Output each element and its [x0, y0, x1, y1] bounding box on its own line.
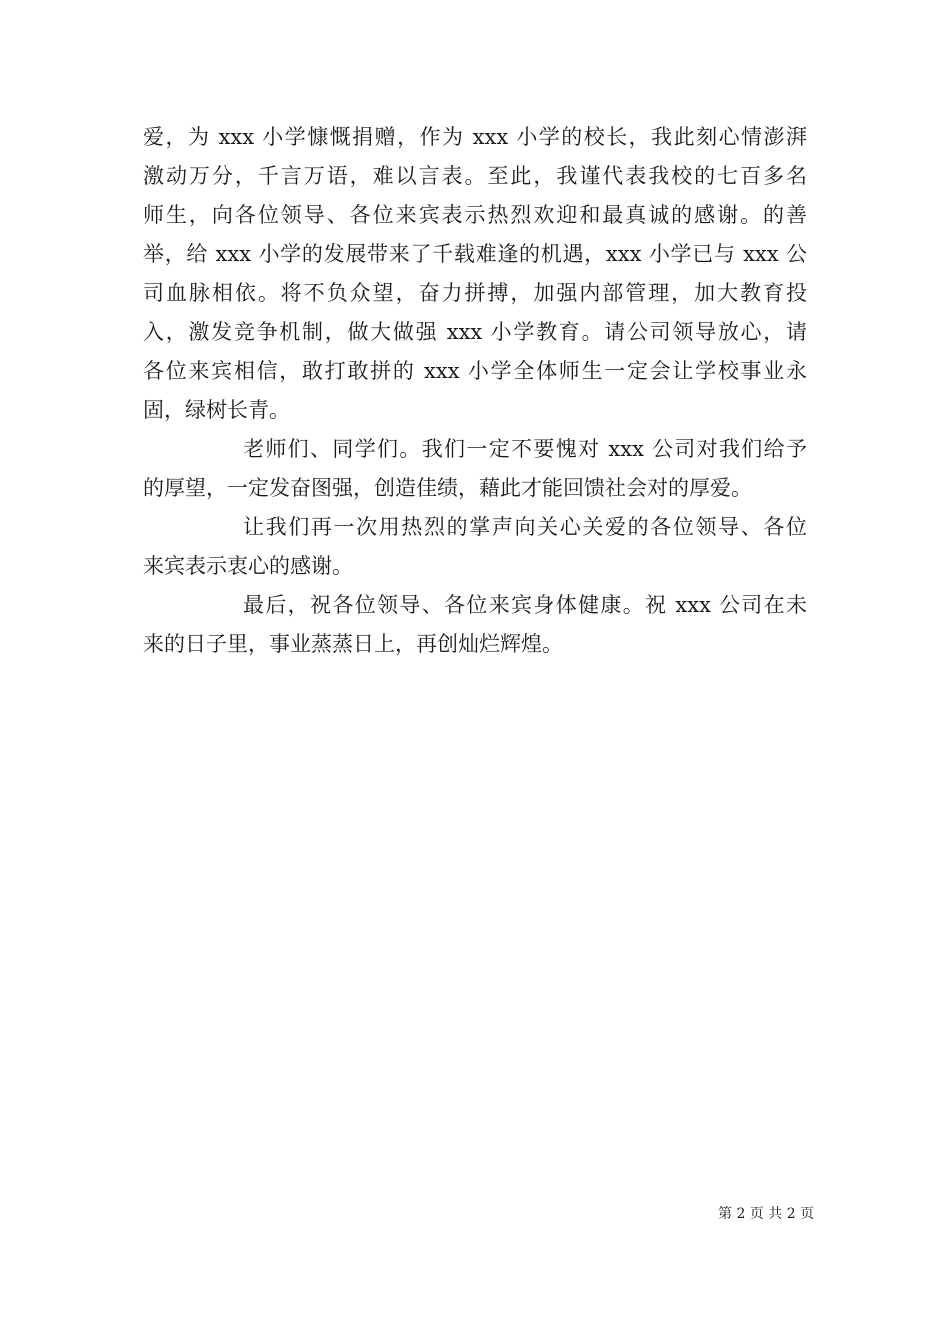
- paragraph-3: [143, 508, 807, 586]
- text-line: 让我们再一次用热烈的掌声向关心关爱的各位领导、各位: [243, 515, 807, 539]
- paragraph-2: [143, 430, 807, 508]
- text-line: 来的日子里，事业蒸蒸日上，再创灿烂辉煌。: [143, 632, 563, 656]
- text-line: 老师们、同学们。我们一定不要愧对 xxx 公司对我们给予: [243, 437, 807, 461]
- text-line: 师生，向各位领导、各位来宾表示热烈欢迎和最真诚的感谢。的善: [143, 203, 807, 227]
- text-line: 司血脉相依。将不负众望，奋力拼搏，加强内部管理，加大教育投: [143, 281, 807, 305]
- text-line: 激动万分，千言万语，难以言表。至此，我谨代表我校的七百多名: [143, 164, 807, 188]
- paragraph-4: [143, 586, 807, 664]
- paragraph-1: [143, 118, 807, 430]
- text-line: 举，给 xxx 小学的发展带来了千载难逢的机遇，xxx 小学已与 xxx 公: [143, 242, 807, 266]
- page-number-footer: 第 2 页 共 2 页: [718, 1206, 815, 1222]
- text-line: 固，绿树长青。: [143, 398, 290, 422]
- text-line: 爱，为 xxx 小学慷慨捐赠，作为 xxx 小学的校长，我此刻心情澎湃: [143, 125, 807, 149]
- text-line: 各位来宾相信，敢打敢拼的 xxx 小学全体师生一定会让学校事业永: [143, 359, 807, 383]
- text-line: 来宾表示衷心的感谢。: [143, 554, 353, 578]
- text-line: 的厚望，一定发奋图强，创造佳绩，藉此才能回馈社会对的厚爱。: [143, 476, 752, 500]
- text-line: 入，激发竞争机制，做大做强 xxx 小学教育。请公司领导放心，请: [143, 320, 807, 344]
- document-body: [143, 118, 807, 664]
- text-line: 最后，祝各位领导、各位来宾身体健康。祝 xxx 公司在未: [243, 593, 807, 617]
